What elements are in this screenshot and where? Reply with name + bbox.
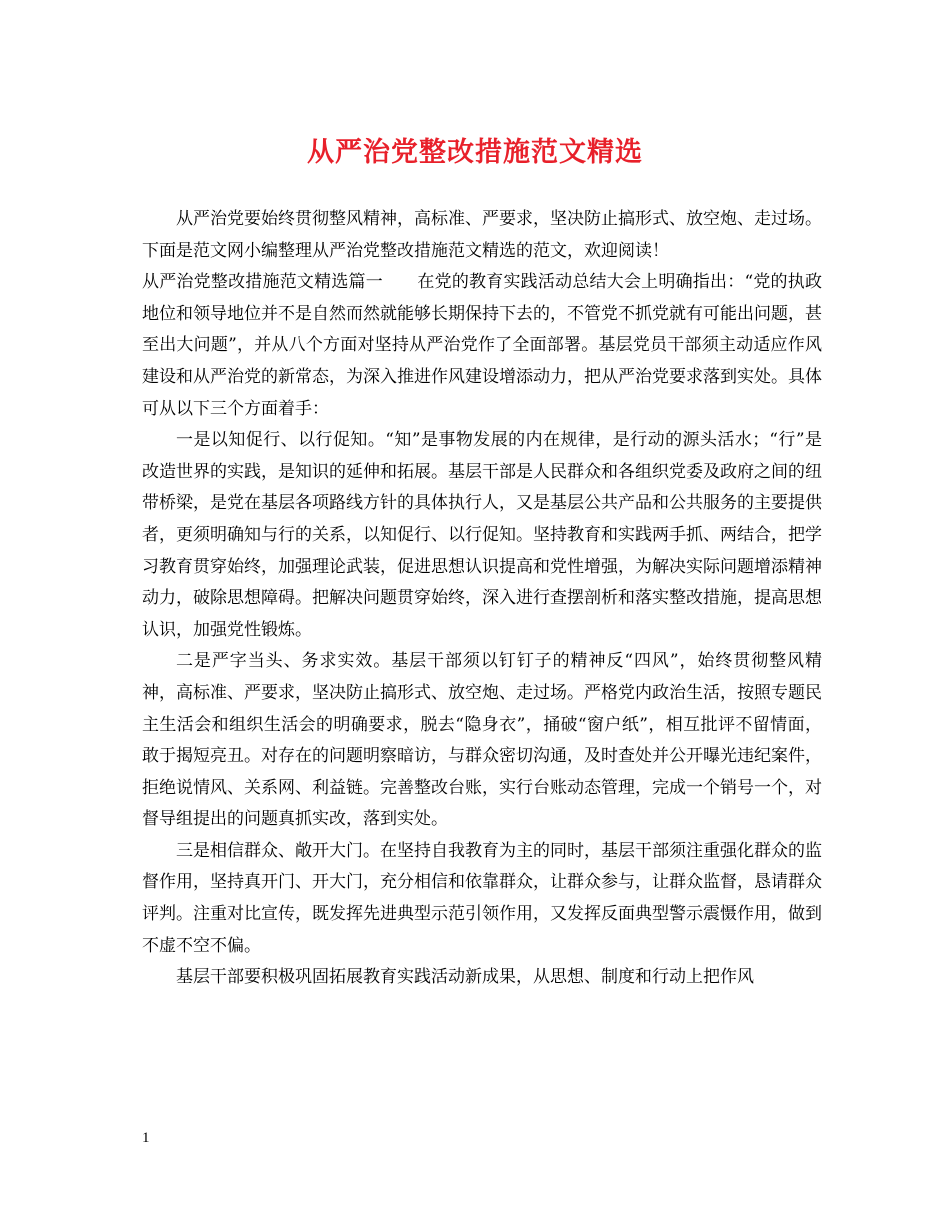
document-body: [142, 204, 822, 994]
paragraph-point-two: 二是严字当头、务求实效。基层干部须以钉钉子的精神反“四风”，始终贯彻整风精神，高标准、严要求，坚决防止搞形式、放空炮、走过场。严格党内政治生活，按照专题民主生活会和组织生活会的明确要求，脱去“隐身衣”，捅破“窗户纸”，相互批评不留情面，敢于揭短亮丑。对存在的问题明察暗访，与群众密切沟通，及时查处并公开曝光违纪案件，拒绝说情风、关系网、利益链。完善整改台账，实行台账动态管理，完成一个销号一个，对督导组提出的问题真抓实改，落到实处。: [142, 651, 822, 830]
page-number: 1: [142, 1130, 150, 1146]
paragraph-point-three: 三是相信群众、敞开大门。在坚持自我教育为主的同时，基层干部须注重强化群众的监督作用，坚持真开门、开大门，充分相信和依靠群众，让群众参与，让群众监督，恳请群众评判。注重对比宣传，既发挥先进典型示范引领作用，又发挥反面典型警示震慑作用，做到不虚不空不偏。: [142, 840, 822, 956]
paragraph-section-one: 从严治党整改措施范文精选篇一 在党的教育实践活动总结大会上明确指出：“党的执政地位和领导地位并不是自然而然就能够长期保持下去的，不管党不抓党就有可能出问题，甚至出大问题”，并从八个方面对坚持从严治党作了全面部署。基层党员干部须主动适应作风建设和从严治党的新常态，为深入推进作风建设增添动力，把从严治党要求落到实处。具体可从以下三个方面着手：: [142, 272, 822, 419]
document-title: 从严治党整改措施范文精选: [307, 137, 643, 168]
paragraph-point-one: 一是以知促行、以行促知。“知”是事物发展的内在规律，是行动的源头活水；“行”是改造世界的实践，是知识的延伸和拓展。基层干部是人民群众和各组织党委及政府之间的纽带桥梁，是党在基层各项路线方针的具体执行人，又是基层公共产品和公共服务的主要提供者，更须明确知与行的关系，以知促行、以行促知。坚持教育和实践两手抓、两结合，把学习教育贯穿始终，加强理论武装，促进思想认识提高和党性增强，为解决实际问题增添精神动力，破除思想障碍。把解决问题贯穿始终，深入进行查摆剖析和落实整改措施，提高思想认识，加强党性锻炼。: [142, 430, 822, 640]
paragraph-intro: 从严治党要始终贯彻整风精神，高标准、严要求，坚决防止搞形式、放空炮、走过场。下面是范文网小编整理从严治党整改措施范文精选的范文，欢迎阅读！: [142, 209, 822, 261]
paragraph-conclusion: 基层干部要积极巩固拓展教育实践活动新成果，从思想、制度和行动上把作风: [176, 967, 754, 988]
